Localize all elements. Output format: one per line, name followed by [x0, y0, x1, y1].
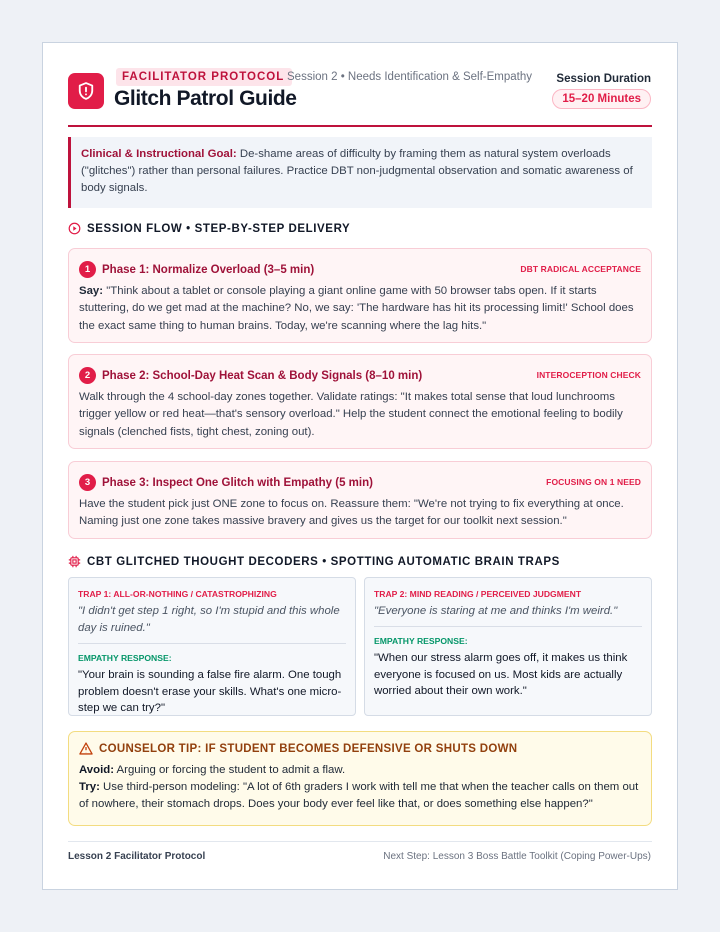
phase-tag: FOCUSING ON 1 NEED — [546, 477, 641, 487]
tip-title: COUNSELOR TIP: IF STUDENT BECOMES DEFENSIVE OR SHUTS DOWN — [99, 742, 518, 755]
footer-next-step: Next Step: Lesson 3 Boss Battle Toolkit (Coping Power-Ups) — [383, 851, 651, 862]
trap-label: TRAP 2: MIND READING / PERCEIVED JUDGMENT — [374, 589, 582, 599]
facilitator-page — [42, 42, 678, 890]
phase-number-badge: 2 — [79, 367, 96, 384]
shield-alert-icon — [68, 73, 104, 109]
duration-label: Session Duration — [556, 73, 651, 85]
duration-badge: 15–20 Minutes — [552, 89, 651, 109]
phase-title: Phase 2: School-Day Heat Scan & Body Signals (8–10 min) — [102, 369, 423, 382]
try-label: Try: — [79, 781, 100, 793]
session-subtitle: Session 2 • Needs Identification & Self-Empathy — [287, 71, 533, 83]
phase-card-1 — [68, 248, 652, 343]
play-circle-icon — [68, 222, 81, 235]
empathy-text: "Your brain is sounding a false fire alarm. One tough problem doesn't erase your skills. What's one micro-step we can try?" — [78, 669, 342, 714]
tip-avoid — [79, 762, 641, 779]
phase-tag: DBT RADICAL ACCEPTANCE — [520, 264, 641, 274]
footer-divider — [68, 841, 652, 842]
decoders-heading — [68, 555, 560, 568]
counselor-tip-box — [68, 731, 652, 826]
phase-title: Phase 1: Normalize Overload (3–5 min) — [102, 263, 315, 276]
decoders-title: CBT GLITCHED THOUGHT DECODERS • SPOTTING AUTOMATIC BRAIN TRAPS — [87, 555, 560, 568]
phase-number-badge: 3 — [79, 474, 96, 491]
session-flow-title: SESSION FLOW • STEP-BY-STEP DELIVERY — [87, 222, 351, 235]
chip-icon — [68, 555, 81, 568]
trap-quote: "I didn't get step 1 right, so I'm stupid and this whole day is ruined." — [78, 605, 340, 634]
tip-heading — [79, 742, 641, 755]
tip-try — [79, 779, 641, 813]
trap-label: TRAP 1: ALL-OR-NOTHING / CATASTROPHIZING — [78, 589, 277, 599]
warning-triangle-icon — [79, 742, 93, 755]
session-flow-heading — [68, 222, 350, 235]
phase-card-2 — [68, 354, 652, 449]
phase-text: "Think about a tablet or console playing a giant online game with 50 browser tabs open. If it starts stuttering, do we get mad at the machine? No, we say: 'The hardware has hit its processing limit!' School does the exact same thing to human brains. Today, we're scanning where the lag hits." — [79, 285, 634, 332]
say-label: Say: — [79, 285, 104, 297]
goal-text: De-shame areas of difficulty by framing them as natural system overloads ("glitches") rather than personal failures. Practice DBT non-judgmental observation and somatic awareness of body signals. — [81, 148, 633, 194]
goal-label: Clinical & Instructional Goal: — [81, 148, 237, 160]
header-divider — [68, 125, 652, 127]
phase-title: Phase 3: Inspect One Glitch with Empathy (5 min) — [102, 476, 373, 489]
trap-card-1 — [68, 577, 356, 716]
avoid-text: Arguing or forcing the student to admit a flaw. — [114, 764, 346, 776]
phase-body: Have the student pick just ONE zone to focus on. Reassure them: "We're not trying to fix everything at once. Naming just one zone takes massive bravery and gives us the target for our toolkit next session." — [79, 498, 624, 528]
trap-divider — [78, 643, 346, 644]
trap-quote: "Everyone is staring at me and thinks I'm weird." — [374, 605, 618, 617]
empathy-label: EMPATHY RESPONSE: — [374, 636, 468, 646]
trap-card-2 — [364, 577, 652, 716]
phase-card-3 — [68, 461, 652, 539]
phase-body: Walk through the 4 school-day zones together. Validate ratings: "It makes total sense that loud lunchrooms trigger yellow or red heat—that's sensory overload." Help the student connect the emotional feeling to bodily signals (clenched fists, tight chest, zoning out). — [79, 391, 623, 438]
avoid-label: Avoid: — [79, 764, 115, 776]
page-title: Glitch Patrol Guide — [114, 87, 297, 110]
protocol-badge: FACILITATOR PROTOCOL — [116, 68, 292, 86]
phase-number-badge: 1 — [79, 261, 96, 278]
phase-tag: INTEROCEPTION CHECK — [536, 370, 641, 380]
empathy-text: "When our stress alarm goes off, it makes us think everyone is focused on us. Most kids are actually worried about their own work." — [374, 652, 628, 697]
try-text: Use third-person modeling: "A lot of 6th graders I work with tell me that when the teacher calls on them out of nowhere, their stomach drops. Does your body ever feel like that, or does something else happen?" — [79, 781, 639, 810]
empathy-label: EMPATHY RESPONSE: — [78, 653, 172, 663]
goal-box — [68, 137, 652, 208]
phase-body — [79, 283, 641, 335]
trap-divider — [374, 626, 642, 627]
footer-lesson: Lesson 2 Facilitator Protocol — [68, 851, 206, 862]
